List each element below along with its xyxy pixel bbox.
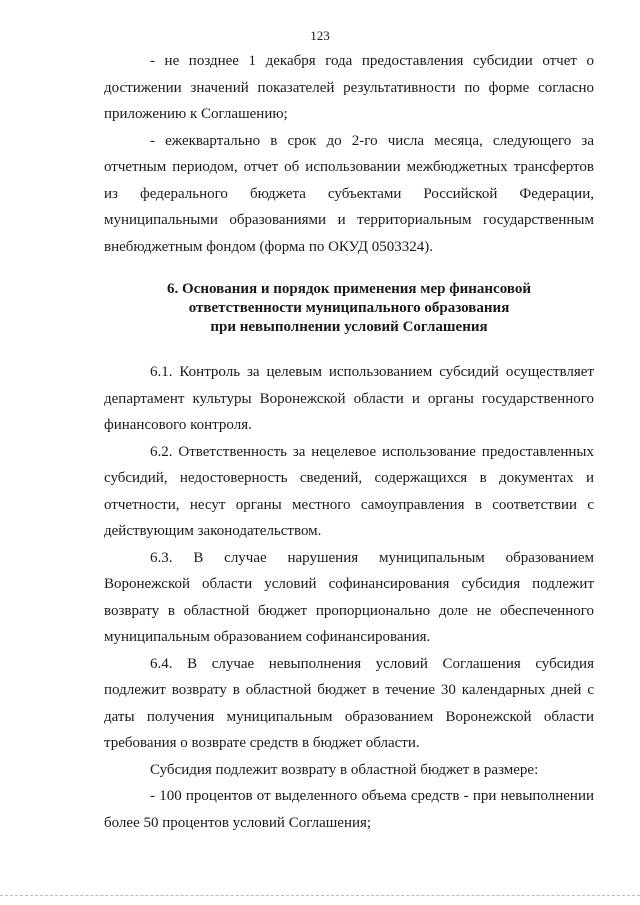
paragraph-6-1: 6.1. Контроль за целевым использованием субсидий осуществляет департамент культуры Воронежской области и органы государственного финансового контроля. — [104, 364, 594, 433]
paragraph-6-4: 6.4. В случае невыполнения условий Соглашения субсидия подлежит возврату в областной бюджет в течение 30 календарных дней с даты получения муниципальным образованием Воронежской области требования о возврате средств в бюджет области. — [104, 655, 594, 751]
paragraph-quarterly-report: - ежеквартально в срок до 2-го числа месяца, следующего за отчетным периодом, отчет об использовании межбюджетных трансфертов из федерального бюджета субъектами Российской Федерации, муниципальными образованиями и территориальным государственным внебюджетным фондом (форма по ОКУД 0503324). — [104, 132, 594, 255]
paragraph-report-deadline: - не позднее 1 декабря года предоставления субсидии отчет о достижении значений показателей результативности по форме согласно приложению к Соглашению; — [104, 53, 594, 122]
page-bottom-divider — [0, 895, 640, 896]
paragraph-refund-100-percent: - 100 процентов от выделенного объема средств - при невыполнении более 50 процентов условий Соглашения; — [104, 788, 594, 831]
section-heading — [104, 280, 594, 337]
page-number: 123 — [310, 28, 330, 43]
paragraph-refund-amount: Субсидия подлежит возврату в областной бюджет в размере: — [150, 761, 539, 778]
section-heading-line-3: при невыполнении условий Соглашения — [210, 319, 488, 335]
paragraph-6-2: 6.2. Ответственность за нецелевое использование предоставленных субсидий, недостоверность сведений, содержащихся в документах и отчетности, несут органы местного самоуправления в соответствии с действующим законодательством. — [104, 443, 594, 539]
section-heading-line-2: ответственности муниципального образования — [188, 300, 510, 316]
document-body — [104, 48, 594, 836]
section-heading-line-1: 6. Основания и порядок применения мер финансовой — [167, 281, 531, 297]
paragraph-6-3: 6.3. В случае нарушения муниципальным образованием Воронежской области условий софинансирования субсидия подлежит возврату в областной бюджет пропорционально доле не обеспеченного муниципальным образованием софинансирования. — [104, 549, 594, 645]
